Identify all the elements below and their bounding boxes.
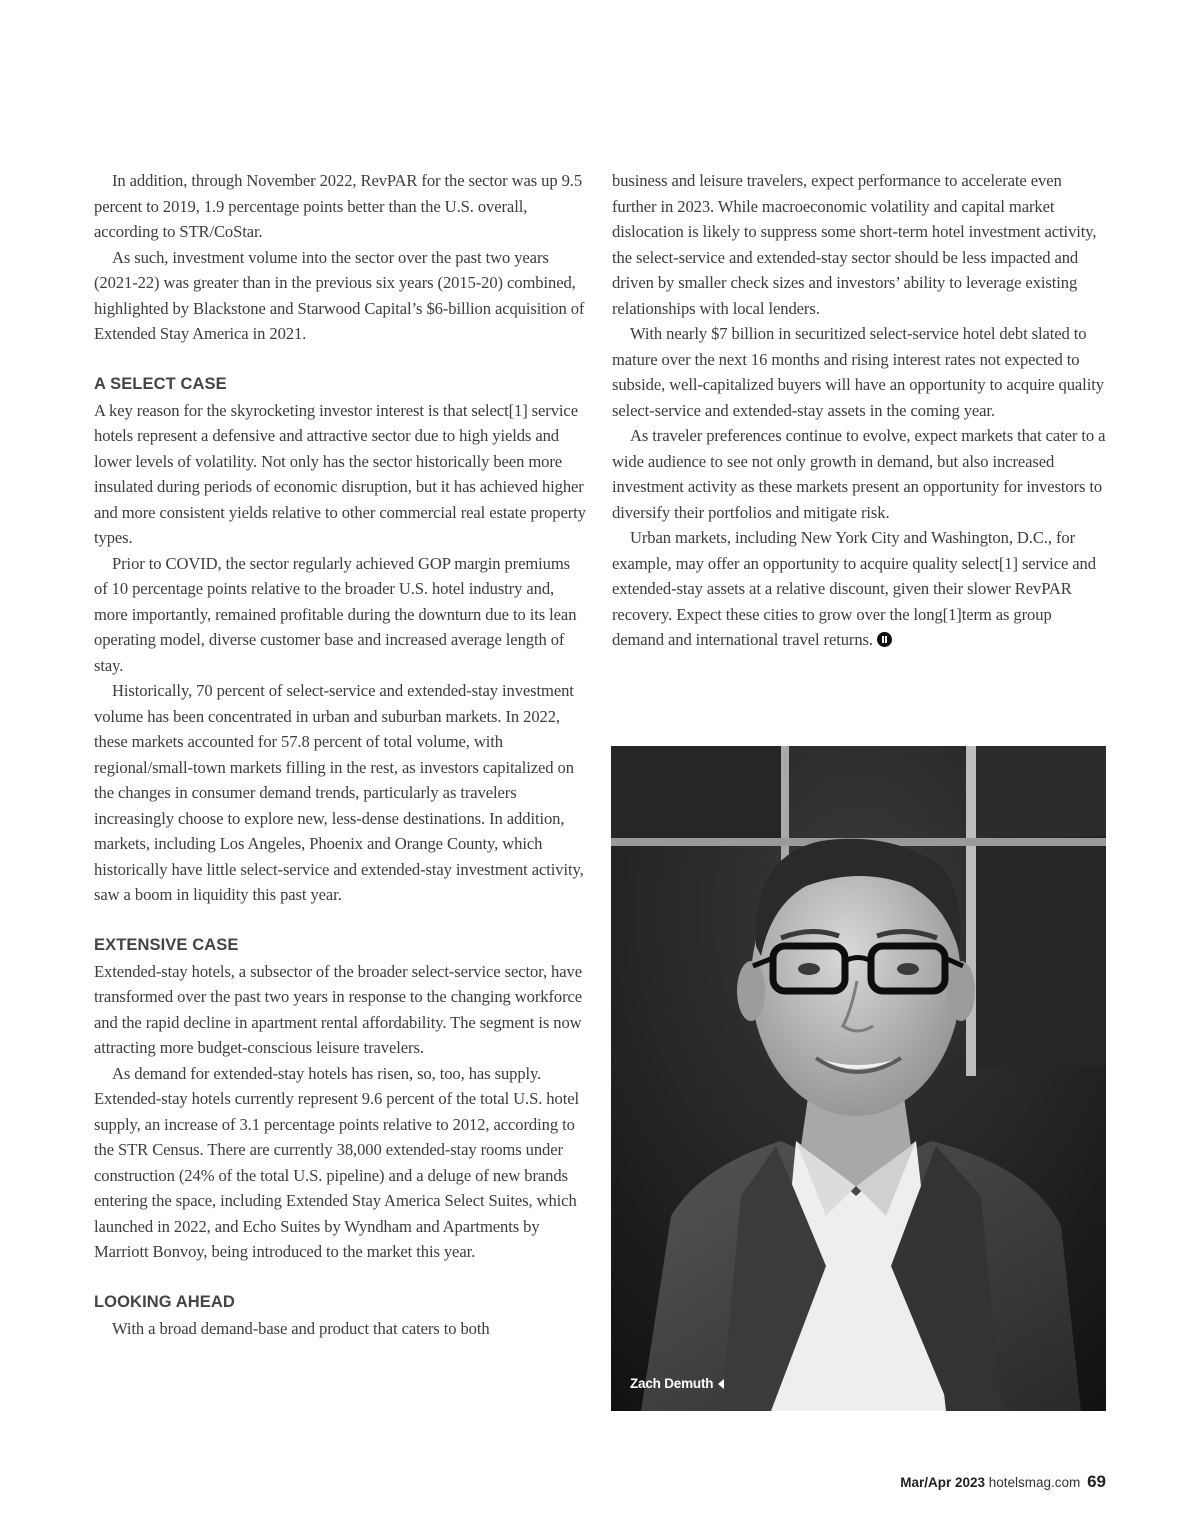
portrait-illustration: [611, 746, 1106, 1411]
section-heading-extensive-case: EXTENSIVE CASE: [94, 936, 239, 954]
caption-text: Zach Demuth: [630, 1376, 714, 1391]
paragraph: With nearly $7 billion in securitized select-service hotel debt slated to mature over the next 16 months and rising interest rates not expected to subside, well-capitalized buyers will have an opportunity to acquire quality select-service and extended-stay assets in the coming year.: [612, 324, 1104, 420]
paragraph-last: [612, 525, 1106, 653]
paragraph: In addition, through November 2022, RevPAR for the sector was up 9.5 percent to 2019, 1.9 percentage points better than the U.S. overall, according to STR/CoStar.: [94, 171, 583, 241]
paragraph: A key reason for the skyrocketing investor interest is that select[1] service hotels represent a defensive and attractive sector due to high yields and lower levels of volatility. Not only has the sector historically been more insulated during periods of economic disruption, but it has achieved higher and more consistent yields relative to other commercial real estate property types.: [94, 400, 586, 547]
paragraph: business and leisure travelers, expect performance to accelerate even further in 2023. While macroeconomic volatility and capital market dislocation is likely to suppress some short-term hotel investment activity, the select-service and extended-stay sector should be less impacted and driven by smaller check sizes and investors’ ability to leverage existing relationships with local lenders.: [612, 171, 1097, 318]
end-of-article-icon: [877, 632, 892, 647]
issue-date: Mar/Apr 2023: [900, 1475, 985, 1490]
website: hotelsmag.com: [988, 1475, 1081, 1490]
paragraph: With a broad demand-base and product that caters to both: [112, 1318, 490, 1338]
paragraph: Historically, 70 percent of select-service and extended-stay investment volume has been concentrated in urban and suburban markets. In 2022, these markets accounted for 57.8 percent of total volume, with regional/small-town markets filling in the rest, as investors capitalized on the changes in consumer demand trends, particularly as travelers increasingly choose to explore new, less-dense destinations. In addition, markets, including Los Angeles, Phoenix and Orange County, which historically have little select-service and extended-stay investment activity, saw a boom in liquidity this past year.: [94, 681, 584, 904]
caret-left-icon: [718, 1379, 724, 1389]
page-number: 69: [1087, 1472, 1106, 1491]
paragraph: Extended-stay hotels, a subsector of the broader select-service sector, have transformed over the past two years in response to the changing workforce and the rapid decline in apartment rental affordability. The segment is now attracting more budget-conscious leisure travelers.: [94, 961, 583, 1057]
section-heading-select-case: A SELECT CASE: [94, 375, 227, 393]
paragraph: As demand for extended-stay hotels has risen, so, too, has supply. Extended-stay hotels currently represent 9.6 percent of the total U.S. hotel supply, an increase of 3.1 percentage points relative to 2012, according to the STR Census. There are currently 38,000 extended-stay rooms under construction (24% of the total U.S. pipeline) and a deluge of new brands entering the space, including Extended Stay America Select Suites, which launched in 2022, and Echo Suites by Wyndham and Apartments by Marriott Bonvoy, being introduced to the market this year.: [94, 1063, 579, 1261]
page-footer: [900, 1472, 1106, 1492]
paragraph: As traveler preferences continue to evolve, expect markets that cater to a wide audience to see not only growth in demand, but also increased investment activity as these markets present an opportunity for investors to diversify their portfolios and mitigate risk.: [612, 426, 1106, 522]
paragraph-text: Urban markets, including New York City and Washington, D.C., for example, may offer an opportunity to acquire quality select[1] service and extended-stay assets at a relative discount, given their slower RevPAR recovery. Expect these cities to grow over the long[1]term as group demand and international travel returns.: [612, 528, 1096, 649]
photo-caption: [630, 1376, 724, 1391]
article-column-right: [612, 168, 1106, 653]
portrait-photo: [611, 746, 1106, 1411]
article-column-left: [94, 168, 586, 1341]
paragraph: Prior to COVID, the sector regularly achieved GOP margin premiums of 10 percentage points relative to the broader U.S. hotel industry and, more importantly, remained profitable during the downturn due to its lean operating model, diverse customer base and increased average length of stay.: [94, 553, 577, 675]
section-heading-looking-ahead: LOOKING AHEAD: [94, 1293, 235, 1311]
paragraph: As such, investment volume into the sector over the past two years (2021-22) was greater than in the previous six years (2015-20) combined, highlighted by Blackstone and Starwood Capital’s $6-billion acquisition of Extended Stay America in 2021.: [94, 247, 585, 343]
